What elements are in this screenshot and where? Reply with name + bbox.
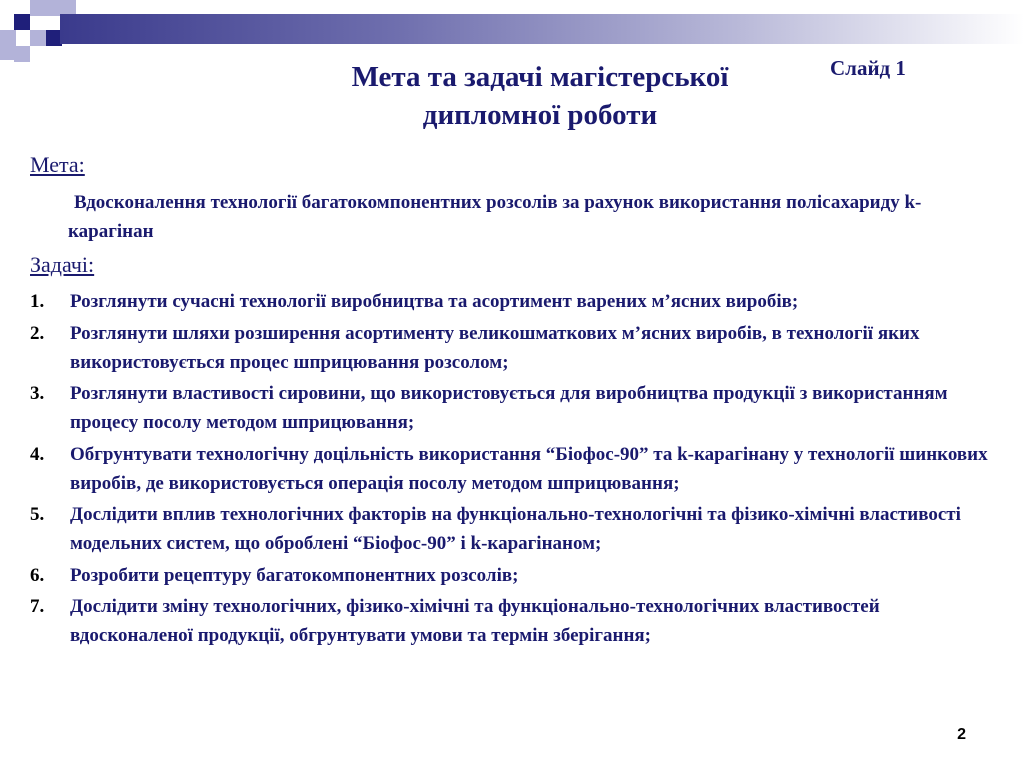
task-text: Розробити рецептуру багатокомпонентних розсолів; xyxy=(70,564,519,586)
task-number: 4. xyxy=(30,443,45,465)
task-text: Обгрунтувати технологічну доцільність використання “Біофос-90” та k-карагінану у технології шинкових виробів, де використовується операція посолу методом шприцювання; xyxy=(70,443,988,494)
task-number: 3. xyxy=(30,383,45,404)
slide-title-line-2: дипломної роботи xyxy=(422,99,658,131)
task-text: Розглянути властивості сировини, що використовується для виробництва продукції з використанням процесу посолу методом шприцювання; xyxy=(70,383,948,433)
task-text: Розглянути сучасні технології виробництва та асортимент варених м’ясних виробів; xyxy=(70,291,799,312)
page-number: 2 xyxy=(957,726,966,743)
task-number: 2. xyxy=(30,322,45,344)
goal-heading: Мета: xyxy=(30,152,85,177)
task-item xyxy=(30,440,1000,498)
task-text: Дослідити зміну технологічних, фізико-хімічні та функціонально-технологічних властивостей вдосконаленої продукції, обгрунтувати умови та термін зберігання; xyxy=(70,596,880,646)
task-item xyxy=(30,379,1000,437)
decor-square xyxy=(14,14,30,30)
task-number: 5. xyxy=(30,504,45,525)
decor-square xyxy=(30,0,46,16)
task-text: Дослідити вплив технологічних факторів на функціонально-технологічні та фізико-хімічні властивості модельних систем, що оброблені “Біофос-90” і k-карагінаном; xyxy=(70,504,961,554)
task-text: Розглянути шляхи розширення асортименту великошматкових м’ясних виробів, в технології яких використовується процес шприцювання розсолом; xyxy=(70,322,920,373)
task-item xyxy=(30,287,1000,316)
slide-title-line-1: Мета та задачі магістерської xyxy=(351,61,729,93)
task-number: 6. xyxy=(30,564,45,586)
header-gradient-band xyxy=(60,14,1024,44)
task-number: 1. xyxy=(30,291,45,312)
tasks-heading: Задачі: xyxy=(30,252,95,277)
decor-square xyxy=(14,46,30,62)
task-number: 7. xyxy=(30,596,45,617)
slide-title xyxy=(250,58,830,134)
slide-label: Слайд 1 xyxy=(830,56,906,80)
goal-text: Вдосконалення технології багатокомпонентних розсолів за рахунок використання полісахариду k-карагінан xyxy=(68,192,922,242)
task-item xyxy=(30,319,1000,377)
decor-square xyxy=(30,30,46,46)
task-item xyxy=(30,592,1000,650)
tasks-list xyxy=(30,287,1000,653)
task-item xyxy=(30,500,1000,558)
task-item xyxy=(30,561,1000,590)
